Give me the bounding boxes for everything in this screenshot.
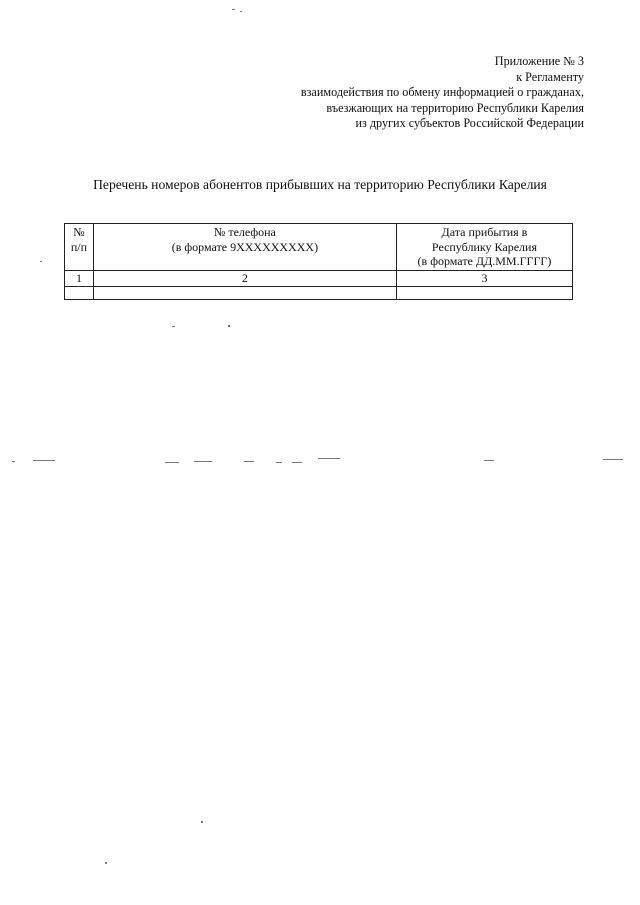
table-cell-phone: [93, 286, 396, 299]
scan-mark: [228, 325, 230, 327]
header-arrival-date: [396, 224, 572, 271]
header-phone-line2: (в формате 9XXXXXXXXX): [171, 239, 319, 254]
scan-mark: [276, 462, 282, 463]
table-cell-number: [65, 286, 94, 299]
appendix-subject-line1: взаимодействия по обмену информацией о гражданах,: [300, 85, 584, 100]
scan-mark: [318, 458, 340, 459]
header-row-number: [65, 224, 94, 271]
document-title: Перечень номеров абонентов прибывших на территорию Республики Карелия: [93, 177, 547, 192]
scan-mark: [292, 462, 302, 463]
table-cell-date: [396, 286, 572, 299]
appendix-regulation: к Регламенту: [516, 69, 584, 84]
header-arrival-date-line2: Республику Карелия: [431, 239, 537, 254]
scan-mark: [603, 459, 623, 460]
scan-mark: [194, 461, 212, 462]
header-phone: [93, 224, 396, 271]
scan-mark: [33, 460, 55, 461]
scan-mark: [12, 461, 15, 462]
header-row-number-line1: №: [73, 225, 85, 239]
appendix-number: Приложение № 3: [494, 54, 584, 68]
subscribers-table: [64, 223, 573, 300]
appendix-block: [301, 54, 584, 132]
appendix-subject-line3: из других субъектов Российской Федерации: [355, 116, 584, 131]
scan-mark: [40, 261, 42, 262]
table-header-row: [65, 224, 573, 271]
header-phone-line1: № телефона: [213, 225, 276, 239]
column-number-row: [65, 271, 573, 287]
header-arrival-date-line1: Дата прибытия в: [441, 225, 528, 239]
scan-mark: [105, 862, 107, 864]
column-number-2: 2: [93, 271, 396, 287]
scan-mark: [165, 462, 179, 463]
column-number-3: 3: [396, 271, 572, 287]
column-number-1: 1: [65, 271, 94, 287]
scan-mark: [232, 9, 235, 10]
scan-mark: [201, 821, 203, 823]
appendix-subject-line2: въезжающих на территорию Республики Карелия: [326, 100, 584, 115]
header-row-number-line2: п/п: [70, 239, 88, 254]
scan-mark: [484, 460, 494, 461]
scan-mark: [244, 461, 254, 462]
header-arrival-date-line3: (в формате ДД.ММ.ГГГГ): [417, 254, 552, 269]
scan-mark: [172, 326, 175, 327]
table-row: [65, 286, 573, 299]
scan-mark: [240, 11, 242, 12]
